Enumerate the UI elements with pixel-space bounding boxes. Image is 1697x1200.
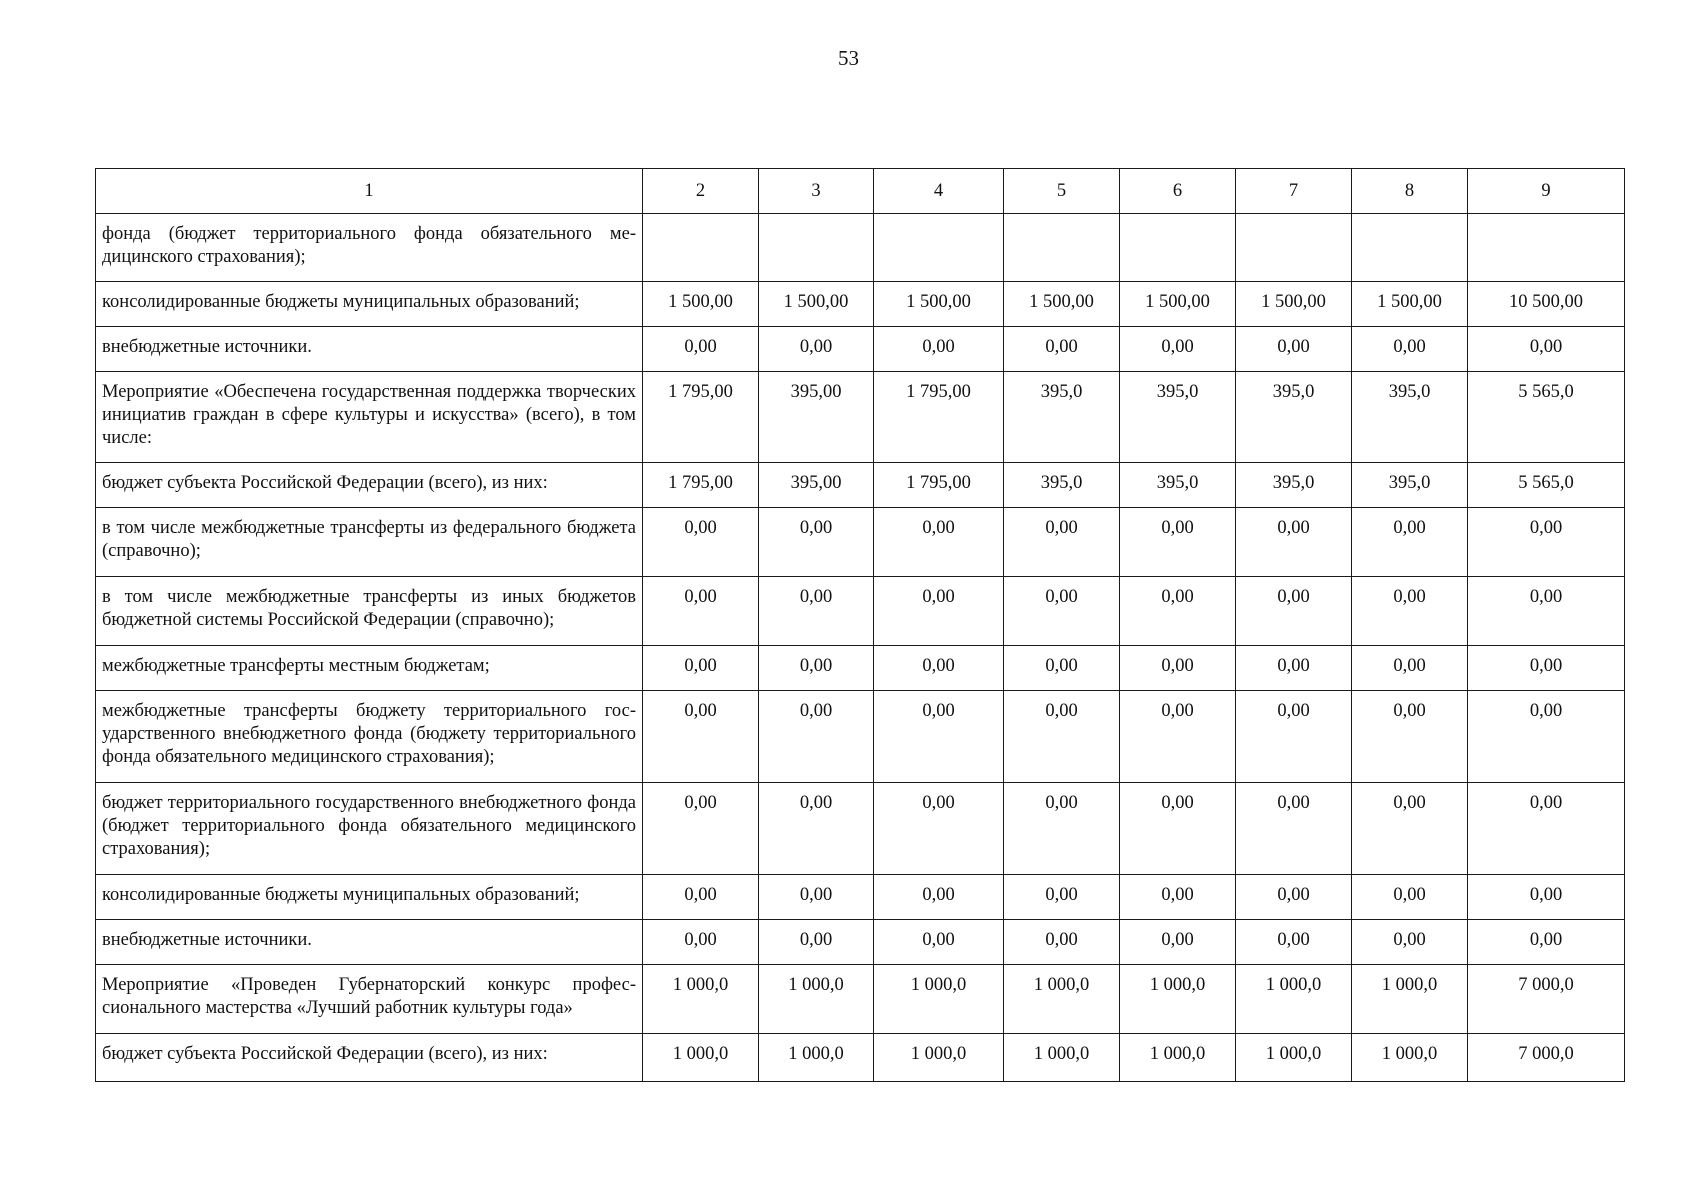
value-cell: 7 000,0 <box>1468 1034 1625 1082</box>
value-cell: 0,00 <box>1352 783 1468 875</box>
value-cell: 1 000,0 <box>1352 965 1468 1034</box>
value-cell: 0,00 <box>1468 875 1625 920</box>
value-cell <box>1352 214 1468 282</box>
row-label: внебюджетные источники. <box>96 327 643 372</box>
header-row <box>96 169 1625 214</box>
column-header: 9 <box>1468 169 1625 214</box>
value-cell: 0,00 <box>1004 508 1120 577</box>
value-cell: 1 500,00 <box>1004 282 1120 327</box>
value-cell: 7 000,0 <box>1468 965 1625 1034</box>
value-cell: 1 795,00 <box>643 372 759 463</box>
value-cell: 0,00 <box>759 327 874 372</box>
value-cell: 0,00 <box>1120 691 1236 783</box>
value-cell: 0,00 <box>759 508 874 577</box>
column-header: 6 <box>1120 169 1236 214</box>
value-cell: 1 000,0 <box>1236 965 1352 1034</box>
value-cell <box>759 214 874 282</box>
value-cell: 0,00 <box>643 783 759 875</box>
value-cell: 0,00 <box>759 920 874 965</box>
value-cell: 0,00 <box>1352 920 1468 965</box>
value-cell: 0,00 <box>759 646 874 691</box>
value-cell: 0,00 <box>1004 646 1120 691</box>
value-cell: 0,00 <box>1236 646 1352 691</box>
value-cell: 1 795,00 <box>874 372 1004 463</box>
table-row <box>96 1034 1625 1082</box>
value-cell: 395,0 <box>1120 372 1236 463</box>
value-cell: 10 500,00 <box>1468 282 1625 327</box>
value-cell: 1 795,00 <box>874 463 1004 508</box>
value-cell: 0,00 <box>643 691 759 783</box>
value-cell: 0,00 <box>1352 577 1468 646</box>
column-header: 1 <box>96 169 643 214</box>
column-header: 3 <box>759 169 874 214</box>
value-cell: 0,00 <box>1352 327 1468 372</box>
row-label: внебюджетные источники. <box>96 920 643 965</box>
value-cell: 0,00 <box>874 920 1004 965</box>
value-cell: 0,00 <box>1468 508 1625 577</box>
value-cell: 0,00 <box>1468 783 1625 875</box>
column-header: 5 <box>1004 169 1120 214</box>
value-cell: 0,00 <box>1236 783 1352 875</box>
value-cell: 0,00 <box>643 327 759 372</box>
value-cell: 0,00 <box>759 691 874 783</box>
value-cell: 395,0 <box>1352 463 1468 508</box>
value-cell: 0,00 <box>1120 875 1236 920</box>
value-cell: 0,00 <box>874 577 1004 646</box>
table-row <box>96 577 1625 646</box>
value-cell: 0,00 <box>1352 875 1468 920</box>
value-cell: 1 000,0 <box>1004 1034 1120 1082</box>
column-header: 2 <box>643 169 759 214</box>
value-cell: 0,00 <box>1468 327 1625 372</box>
value-cell: 0,00 <box>1120 646 1236 691</box>
value-cell: 0,00 <box>1468 691 1625 783</box>
value-cell: 0,00 <box>643 577 759 646</box>
row-label: бюджет территориального государственного внебюджетного фонда (бюджет территориального фонда обязательного медицинского страхования); <box>96 783 643 875</box>
page-number: 53 <box>838 46 859 70</box>
table-row <box>96 965 1625 1034</box>
value-cell <box>1004 214 1120 282</box>
value-cell: 1 000,0 <box>1120 1034 1236 1082</box>
row-label: Мероприятие «Обеспечена государственная поддержка творческих инициатив граждан в сфере культуры и искусства» (всего), в том числе: <box>96 372 643 463</box>
value-cell: 1 000,0 <box>1004 965 1120 1034</box>
value-cell: 0,00 <box>1352 691 1468 783</box>
value-cell: 395,00 <box>759 463 874 508</box>
value-cell: 0,00 <box>643 875 759 920</box>
value-cell: 0,00 <box>1236 327 1352 372</box>
value-cell: 1 000,0 <box>643 1034 759 1082</box>
table-row <box>96 783 1625 875</box>
value-cell <box>1468 214 1625 282</box>
value-cell: 0,00 <box>1468 920 1625 965</box>
table-row <box>96 646 1625 691</box>
value-cell <box>1236 214 1352 282</box>
table-row <box>96 372 1625 463</box>
table-row <box>96 875 1625 920</box>
column-header: 8 <box>1352 169 1468 214</box>
table-row <box>96 327 1625 372</box>
value-cell: 395,0 <box>1004 463 1120 508</box>
value-cell: 0,00 <box>643 646 759 691</box>
value-cell: 0,00 <box>643 920 759 965</box>
value-cell: 395,0 <box>1236 463 1352 508</box>
value-cell: 0,00 <box>1236 577 1352 646</box>
value-cell: 0,00 <box>874 646 1004 691</box>
value-cell: 0,00 <box>874 875 1004 920</box>
row-label: консолидированные бюджеты муниципальных образований; <box>96 282 643 327</box>
table-row <box>96 691 1625 783</box>
value-cell: 1 500,00 <box>1352 282 1468 327</box>
table-row <box>96 282 1625 327</box>
value-cell: 0,00 <box>874 783 1004 875</box>
table-body <box>96 214 1625 1082</box>
value-cell: 395,0 <box>1120 463 1236 508</box>
value-cell: 0,00 <box>1468 646 1625 691</box>
value-cell: 0,00 <box>1120 783 1236 875</box>
value-cell: 0,00 <box>1236 875 1352 920</box>
value-cell: 395,00 <box>759 372 874 463</box>
value-cell: 0,00 <box>874 508 1004 577</box>
column-header: 7 <box>1236 169 1352 214</box>
value-cell: 0,00 <box>1004 577 1120 646</box>
row-label: бюджет субъекта Российской Федерации (всего), из них: <box>96 463 643 508</box>
column-header: 4 <box>874 169 1004 214</box>
value-cell: 0,00 <box>759 875 874 920</box>
value-cell: 1 000,0 <box>643 965 759 1034</box>
value-cell: 0,00 <box>1004 327 1120 372</box>
value-cell: 0,00 <box>1120 327 1236 372</box>
value-cell: 0,00 <box>1236 508 1352 577</box>
value-cell: 1 500,00 <box>1236 282 1352 327</box>
row-label: консолидированные бюджеты муниципальных образований; <box>96 875 643 920</box>
value-cell <box>643 214 759 282</box>
value-cell <box>1120 214 1236 282</box>
value-cell: 395,0 <box>1352 372 1468 463</box>
value-cell: 0,00 <box>759 577 874 646</box>
table-row <box>96 214 1625 282</box>
value-cell: 1 000,0 <box>759 1034 874 1082</box>
value-cell: 0,00 <box>1120 920 1236 965</box>
value-cell: 1 000,0 <box>1120 965 1236 1034</box>
value-cell: 395,0 <box>1004 372 1120 463</box>
row-label: бюджет субъекта Российской Федерации (всего), из них: <box>96 1034 643 1082</box>
value-cell: 5 565,0 <box>1468 372 1625 463</box>
value-cell: 1 500,00 <box>643 282 759 327</box>
value-cell: 0,00 <box>1004 920 1120 965</box>
row-label: Мероприятие «Проведен Губернаторский конкурс профессионального мастерства «Лучший работник культуры года» <box>96 965 643 1034</box>
value-cell: 1 000,0 <box>874 1034 1004 1082</box>
value-cell: 5 565,0 <box>1468 463 1625 508</box>
value-cell: 1 500,00 <box>759 282 874 327</box>
budget-table <box>95 168 1625 1082</box>
table-row <box>96 508 1625 577</box>
value-cell: 0,00 <box>874 327 1004 372</box>
value-cell: 0,00 <box>643 508 759 577</box>
value-cell: 1 500,00 <box>874 282 1004 327</box>
value-cell: 1 500,00 <box>1120 282 1236 327</box>
value-cell: 1 795,00 <box>643 463 759 508</box>
value-cell: 0,00 <box>1004 691 1120 783</box>
value-cell: 395,0 <box>1236 372 1352 463</box>
table-row <box>96 920 1625 965</box>
value-cell: 1 000,0 <box>874 965 1004 1034</box>
value-cell: 0,00 <box>1352 646 1468 691</box>
value-cell: 0,00 <box>1120 508 1236 577</box>
value-cell: 0,00 <box>874 691 1004 783</box>
value-cell: 1 000,0 <box>1352 1034 1468 1082</box>
row-label: межбюджетные трансферты местным бюджетам; <box>96 646 643 691</box>
row-label: фонда (бюджет территориального фонда обязательного медицинского страхования); <box>96 214 643 282</box>
value-cell: 0,00 <box>1004 875 1120 920</box>
value-cell: 0,00 <box>1236 920 1352 965</box>
row-label: межбюджетные трансферты бюджету территориального государственного внебюджетного фонда (бюджету территориального фонда обязательного медицинского страхования); <box>96 691 643 783</box>
value-cell: 0,00 <box>1236 691 1352 783</box>
value-cell <box>874 214 1004 282</box>
value-cell: 1 000,0 <box>759 965 874 1034</box>
value-cell: 0,00 <box>1004 783 1120 875</box>
value-cell: 0,00 <box>759 783 874 875</box>
value-cell: 1 000,0 <box>1236 1034 1352 1082</box>
table-row <box>96 463 1625 508</box>
value-cell: 0,00 <box>1468 577 1625 646</box>
row-label: в том числе межбюджетные трансферты из иных бюджетов бюджетной системы Российской Федерации (справочно); <box>96 577 643 646</box>
value-cell: 0,00 <box>1120 577 1236 646</box>
value-cell: 0,00 <box>1352 508 1468 577</box>
row-label: в том числе межбюджетные трансферты из федерального бюджета (справочно); <box>96 508 643 577</box>
